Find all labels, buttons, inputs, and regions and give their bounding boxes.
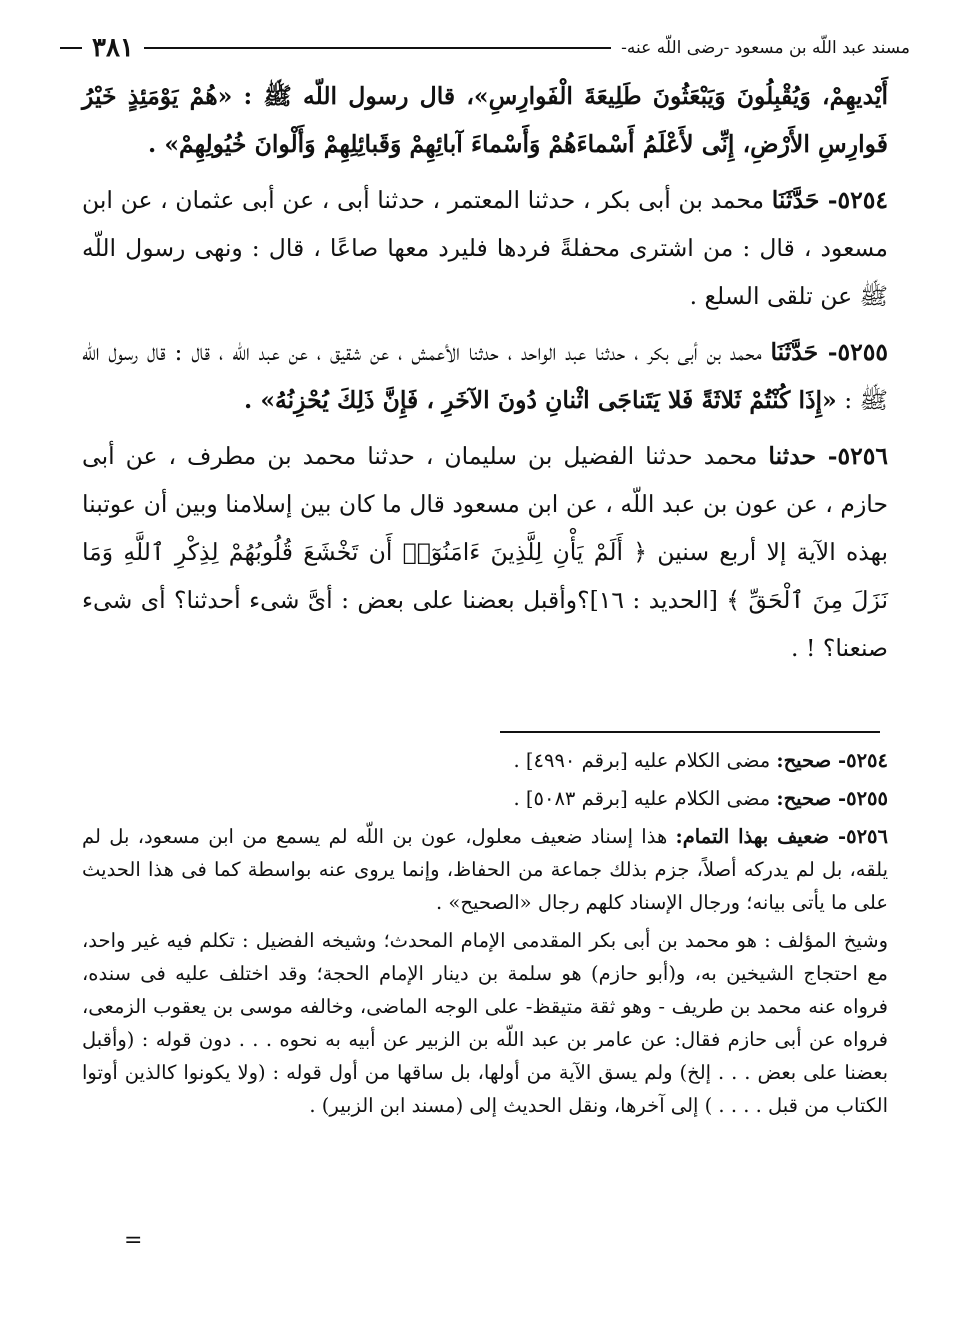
footnote-label: ٥٢٥٥- صحيح: — [776, 787, 888, 810]
footnote-5255 — [82, 782, 888, 815]
hadith-number: ٥٢٥٥- حَدَّثَنَا — [770, 338, 888, 366]
hadith-continuation: أَيْديهِمْ، وَيُقْبِلُونَ وَيَبْعَثُونَ طَلِيعَةَ الْفَوارِسِ»، قال رسول اللّه ﷺ : «هُمْ يَوْمَئِذٍ خَيْرُ فَوارِسِ الأَرْضِ، إِنِّى لأَعْلَمُ أَسْماءَهُمْ وَأَسْماءَ آبائِهِمْ وَقَبائِلِهِمْ وَأَلْوانَ خُيُولِهِمْ» . — [82, 82, 888, 158]
footnote-text: مضى الكلام عليه [برقم ٥٠٨٣] . — [513, 787, 777, 810]
main-text — [82, 72, 888, 680]
footnote-label: ٥٢٥٦- ضعيف بهذا التمام: — [675, 825, 888, 848]
hadith-text: محمد حدثنا الفضيل بن سليمان ، حدثنا محمد بن مطرف ، عن أبى حازم ، عن عون بن عبد اللّه ، عن ابن مسعود قال ما كان بين إسلامنا وبين أن عوتبنا بهذه الآية إلا أربع سنين ﴿ أَلَمْ يَأْنِ لِلَّذِينَ ءَامَنُوٓا۟ أَن تَخْشَعَ قُلُوبُهُمْ لِذِكْرِ ٱللَّهِ وَمَا نَزَلَ مِنَ ٱلْحَقِّ ﴾ [الحديد : ١٦]؟وأقبل بعضنا على بعض : أىَّ شىء أحدثنا؟ أى شىء صنعنا؟ ! . — [82, 442, 888, 662]
hadith-text: محمد بن أبى بكر ، حدثنا عبد الواحد ، حدثنا الأعمش ، عن شقيق ، عن عبد اللّه ، قال : قال رسول اللّه ﷺ : — [82, 338, 888, 414]
page-number-dash — [60, 47, 82, 49]
hadith-5255 — [82, 328, 888, 424]
footnote-text: هذا إسناد ضعيف معلول، عون بن اللّه لم يسمع من ابن مسعود، بل لم يلقه، بل لم يدركه أصلاً، جزم بذلك جماعة من الحفاظ، وإنما يروى عنه بواسطة كما فى هذا الحديث على ما يأتى بيانه؛ ورجال الإسناد كلهم رجال «الصحيح» . — [82, 825, 888, 914]
header-rule — [144, 47, 611, 49]
running-title: مسند عبد اللّه بن مسعود -رضى اللّه عنه- — [621, 38, 910, 58]
footnote-label: ٥٢٥٤- صحيح: — [776, 749, 888, 772]
footnote-5254 — [82, 744, 888, 777]
hadith-5254 — [82, 176, 888, 320]
page-header — [60, 28, 910, 68]
footnote-5256 — [82, 820, 888, 919]
page-number: ٣٨١ — [92, 33, 134, 63]
hadith-text: محمد بن أبى بكر ، حدثنا المعتمر ، حدثنا أبى ، عن أبى عثمان ، عن ابن مسعود ، قال : من اشترى محفلةً فردها فليرد معها صاعًا ، قال : ونهى رسول اللّه ﷺ عن تلقى السلع . — [82, 186, 888, 310]
hadith-number: ٥٢٥٦- حدثنا — [768, 442, 888, 470]
continuation-mark: = — [124, 1228, 143, 1253]
hadith-number: ٥٢٥٤- حَدَّثَنَا — [771, 186, 888, 214]
prophetic-quote: «إِذَا كُنْتُمْ ثَلاثَةً فَلا يَتَناجَى اثْنانِ دُونَ الآخَرِ ، فَإِنَّ ذَلِكَ يُحْزِنُهُ» . — [243, 386, 837, 414]
footnotes — [82, 744, 888, 1127]
footnote-separator — [500, 731, 880, 733]
hadith-5256 — [82, 432, 888, 672]
footnote-5256-continued: وشيخ المؤلف : هو محمد بن أبى بكر المقدمى الإمام المحدث؛ وشيخه الفضيل : تكلم فيه غير واحد، مع احتجاج الشيخين به، و(أبو حازم) هو سلمة بن دينار الإمام الحجة؛ وقد اختلف عليه فى سنده، فرواه عنه محمد بن طريف - وهو ثقة متيقظ- على الوجه الماضى، وخالفه موسى بن يعقوب الزمعى، فرواه عن أبى حازم فقال: عن عامر بن عبد اللّه بن الزبير عن أبيه به نحوه . . . دون قوله : (وأقبل بعضنا على بعض . . . إلخ) ولم يسق الآية من أولها، بل ساقها من أول قوله : (ولا يكونوا كالذين أوتوا الكتاب من قبل . . . . ) إلى آخرها، ونقل الحديث إلى (مسند ابن الزبير) . — [82, 929, 888, 1117]
footnote-text: مضى الكلام عليه [برقم ٤٩٩٠] . — [513, 749, 777, 772]
